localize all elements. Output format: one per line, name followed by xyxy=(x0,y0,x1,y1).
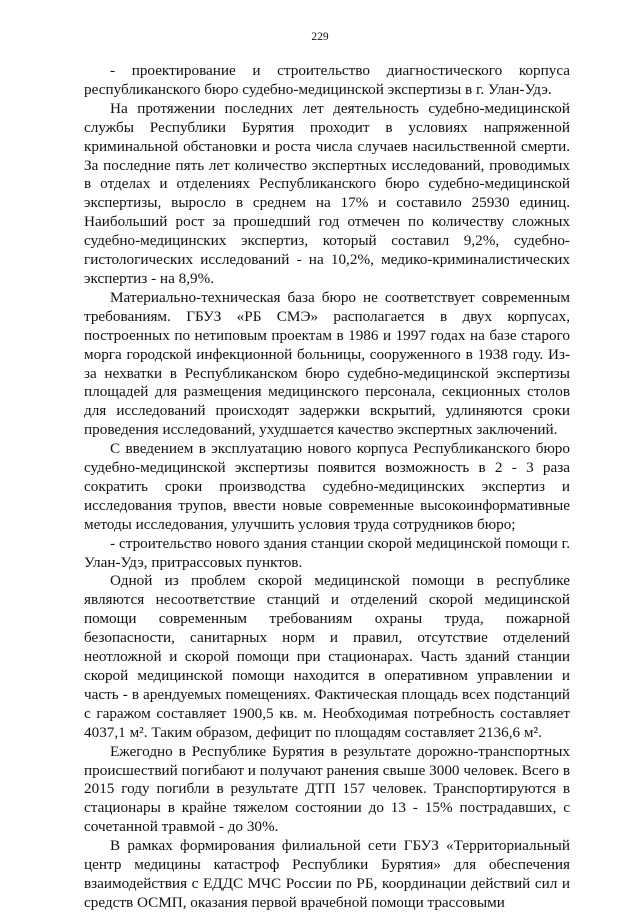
paragraph: - строительство нового здания станции скорой медицинской помощи г. Улан-Удэ, притрассовых пунктов. xyxy=(84,534,570,571)
paragraph: Одной из проблем скорой медицинской помощи в республике являются несоответствие станций и отделений скорой медицинской помощи современным требованиям охраны труда, пожарной безопасности, санитарных норм и правил, отсутствие отделений неотложной и скорой помощи при стационарах. Часть зданий станции скорой медицинской помощи находится в оперативном управлении и часть - в арендуемых помещениях. Фактическая площадь всех подстанций с гаражом составляет 1900,5 кв. м. Необходимая потребность составляет 4037,1 м². Таким образом, дефицит по площадям составляет 2136,6 м². xyxy=(84,572,570,741)
paragraph: С введением в эксплуатацию нового корпуса Республиканского бюро судебно-медицинской экспертизы появится возможность в 2 - 3 раза сократить сроки производства судебно-медицинских экспертиз и исследования трупов, ввести новые современные высокоинформативные методы исследования, улучшить условия труда сотрудников бюро; xyxy=(84,440,570,533)
paragraph: Материально-техническая база бюро не соответствует современным требованиям. ГБУЗ «РБ СМЭ» располагается в двух корпусах, построенных по нетиповым проектам в 1986 и 1997 годах на базе старого морга городской инфекционной больницы, сооруженного в 1938 году. Из-за нехватки в Республиканском бюро судебно-медицинской экспертизы площадей для размещения медицинского персонала, секционных столов для исследований происходят задержки вскрытий, удлиняются сроки проведения исследований, ухудшается качество экспертных заключений. xyxy=(84,288,570,439)
paragraph: Ежегодно в Республике Бурятия в результате дорожно-транспортных происшествий погибают и получают ранения свыше 3000 человек. Всего в 2015 году погибли в результате ДТП 157 человек. Транспортируются в стационары в крайне тяжелом состоянии до 13 - 15% пострадавших, с сочетанной травмой - до 30%. xyxy=(84,742,570,836)
paragraph: - проектирование и строительство диагностического корпуса республиканского бюро судебно-медицинской экспертизы в г. Улан-Удэ. xyxy=(84,62,570,98)
document-body xyxy=(84,62,570,913)
page-number: 229 xyxy=(311,31,329,43)
paragraph: На протяжении последних лет деятельность судебно-медицинской службы Республики Бурятия проходит в условиях напряженной криминальной обстановки и роста числа случаев насильственной смерти. За последние пять лет количество экспертных исследований, проводимых в отделах и отделениях Республиканского бюро судебно-медицинской экспертизы, выросло в среднем на 17% и составило 25930 единиц. Наибольший рост за прошедший год отмечен по количеству сложных судебно-медицинских экспертиз, который составил 9,2%, судебно-гистологических исследований - на 10,2%, медико-криминалистических экспертиз - на 8,9%. xyxy=(84,99,570,287)
paragraph: В рамках формирования филиальной сети ГБУЗ «Территориальный центр медицины катастроф Республики Бурятия» для обеспечения взаимодействия с ЕДДС МЧС России по РБ, координации действий сил и средств ОСМП, оказания первой врачебной помощи трассовыми xyxy=(84,837,570,911)
